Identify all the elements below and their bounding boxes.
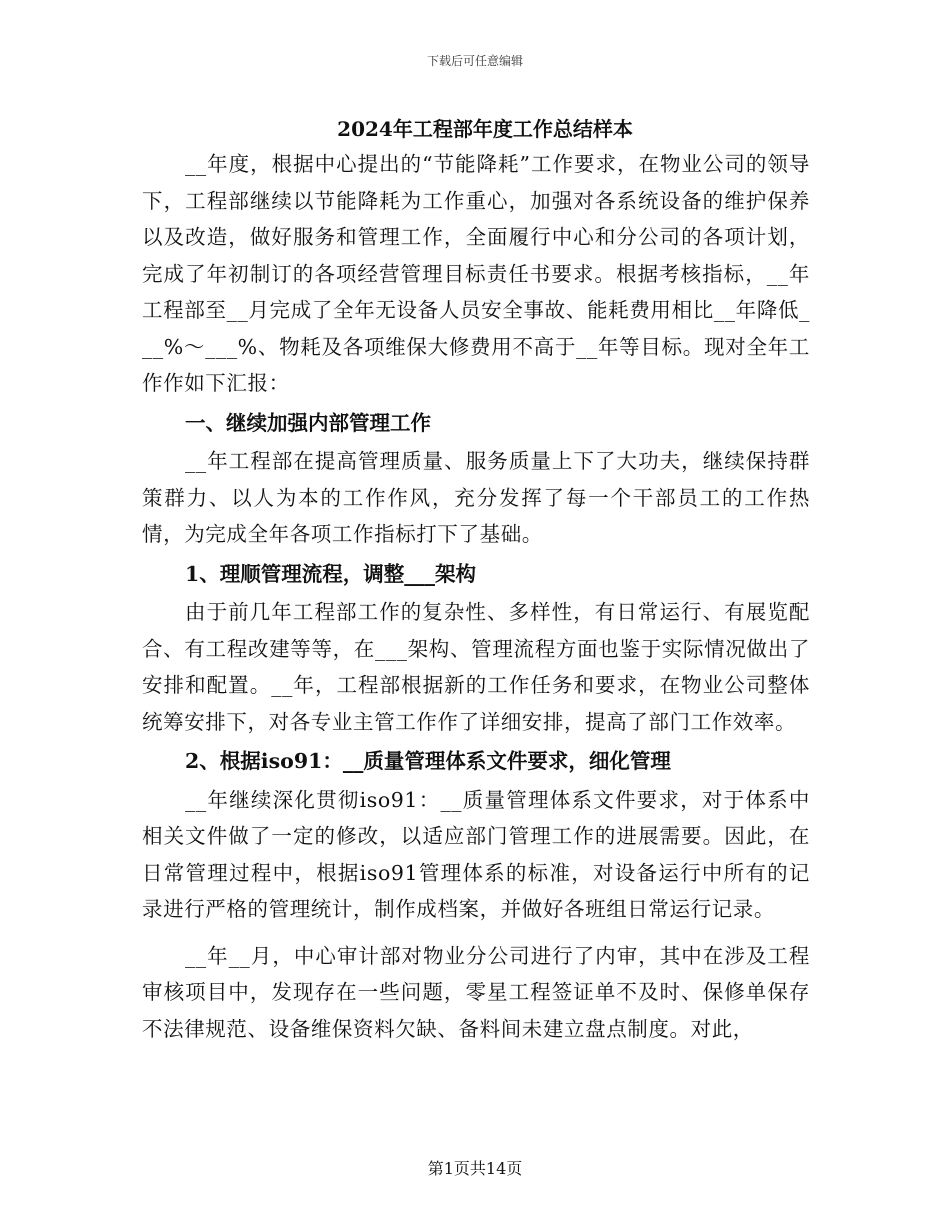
audit-paragraph: __年__月，中心审计部对物业分公司进行了内审，其中在涉及工程审核项目中，发现存在一些问题，零星工程签证单不及时、保修单保存不法律规范、设备维保资料欠缺、备料间未建立盘点制度。对此， bbox=[142, 943, 810, 1041]
intro-paragraph: __年度，根据中心提出的“节能降耗”工作要求，在物业公司的领导下，工程部继续以节能降耗为工作重心，加强对各系统设备的维护保养以及改造，做好服务和管理工作，全面履行中心和分公司的各项计划，完成了年初制订的各项经营管理目标责任书要求。根据考核指标，__年工程部至__月完成了全年无设备人员安全事故、能耗费用相比__年降低___%～___%、物耗及各项维保大修费用不高于__年等目标。现对全年工作作如下汇报： bbox=[142, 152, 810, 395]
subsection-paragraph-iso: __年继续深化贯彻iso91：__质量管理体系文件要求，对于体系中相关文件做了一定的修改，以适应部门管理工作的进展需要。因此，在日常管理过程中，根据iso91管理体系的标准，对设备运行中所有的记录进行严格的管理统计，制作成档案，并做好各班组日常运行记录。 bbox=[142, 787, 810, 921]
subsection-heading-iso: 2、根据iso91：__质量管理体系文件要求，细化管理 bbox=[185, 749, 671, 773]
document-body bbox=[142, 112, 810, 1047]
document-title: 2024年工程部年度工作总结样本 bbox=[337, 117, 633, 141]
page-number: 第1页共14页 bbox=[427, 1159, 523, 1178]
page-header-note: 下载后可任意编辑 bbox=[426, 54, 523, 68]
subsection-paragraph-process: 由于前几年工程部工作的复杂性、多样性，有日常运行、有展览配合、有工程改建等等，在___架构、管理流程方面也鉴于实际情况做出了安排和配置。__年，工程部根据新的工作任务和要求，在物业公司整体统筹安排下，对各专业主管工作作了详细安排，提高了部门工作效率。 bbox=[142, 600, 810, 734]
subsection-heading-process: 1、理顺管理流程，调整___架构 bbox=[185, 561, 477, 586]
section-heading-internal-management: 一、继续加强内部管理工作 bbox=[185, 410, 432, 435]
section-paragraph-internal-management: __年工程部在提高管理质量、服务质量上下了大功夫，继续保持群策群力、以人为本的工作作风，充分发挥了每一个干部员工的工作热情，为完成全年各项工作指标打下了基础。 bbox=[142, 449, 810, 546]
